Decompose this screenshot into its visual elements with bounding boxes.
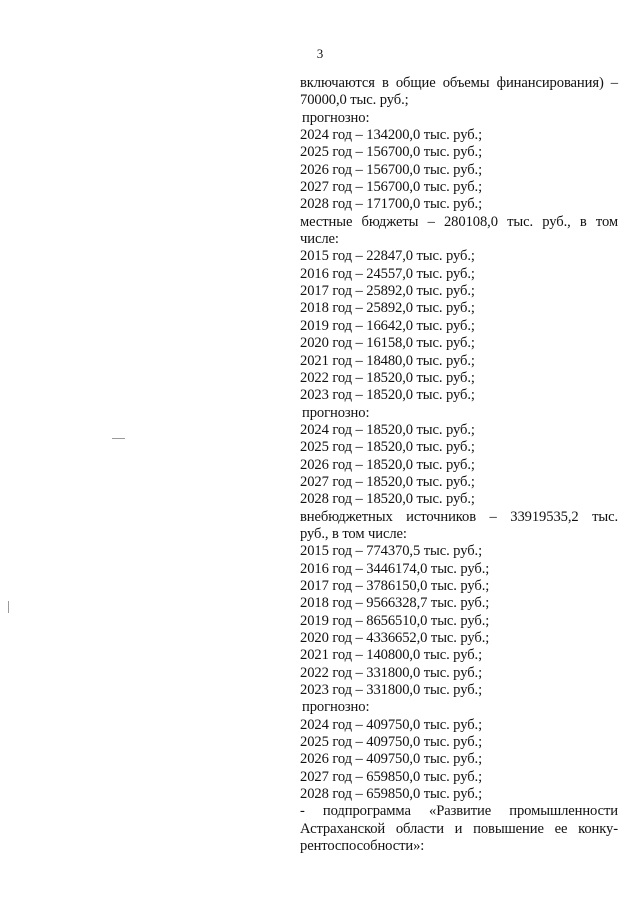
text-line: 2026 год – 156700,0 тыс. руб.;: [300, 161, 483, 178]
text-line: прогнозно:: [302, 109, 370, 126]
text-line: 2016 год – 3446174,0 тыс. руб.;: [300, 560, 490, 577]
text-line: 2015 год – 22847,0 тыс. руб.;: [300, 248, 475, 265]
text-line: 2019 год – 16642,0 тыс. руб.;: [300, 317, 475, 334]
text-line: 2025 год – 156700,0 тыс. руб.;: [300, 144, 483, 161]
text-line: 2022 год – 18520,0 тыс. руб.;: [300, 369, 475, 386]
text-line: 2024 год – 134200,0 тыс. руб.;: [300, 127, 483, 144]
text-line: 70000,0 тыс. руб.;: [300, 92, 409, 109]
text-line: 2021 год – 140800,0 тыс. руб.;: [300, 647, 483, 664]
text-line: числе:: [300, 231, 339, 248]
text-line: 2025 год – 18520,0 тыс. руб.;: [300, 439, 475, 456]
text-line: 2025 год – 409750,0 тыс. руб.;: [300, 734, 483, 751]
text-line: внебюджетных источников – 33919535,2 тыс.: [300, 508, 618, 525]
text-line: местные бюджеты – 280108,0 тыс. руб., в том: [300, 213, 618, 230]
text-line: 2020 год – 4336652,0 тыс. руб.;: [300, 630, 490, 646]
text-line: 2023 год – 18520,0 тыс. руб.;: [300, 387, 475, 404]
scan-mark: [112, 438, 125, 439]
text-line: включаются в общие объемы финансирования) –: [300, 75, 618, 91]
text-line: 2024 год – 18520,0 тыс. руб.;: [300, 421, 475, 438]
page-number: 3: [316, 46, 324, 61]
text-line: 2027 год – 156700,0 тыс. руб.;: [300, 179, 483, 196]
text-line: 2018 год – 9566328,7 тыс. руб.;: [300, 595, 490, 612]
text-line: 2026 год – 409750,0 тыс. руб.;: [300, 751, 483, 768]
text-line: 2022 год – 331800,0 тыс. руб.;: [300, 664, 483, 681]
text-line: руб., в том числе:: [300, 525, 407, 542]
text-line: 2021 год – 18480,0 тыс. руб.;: [300, 352, 475, 369]
text-line: прогнозно:: [302, 404, 370, 421]
scan-mark: [8, 601, 9, 613]
funding-text-block: [300, 75, 618, 855]
text-line: 2020 год – 16158,0 тыс. руб.;: [300, 335, 475, 352]
text-line: 2027 год – 659850,0 тыс. руб.;: [300, 768, 483, 785]
text-line: 2028 год – 659850,0 тыс. руб.;: [300, 786, 483, 803]
text-line: рентоспособности»:: [300, 838, 425, 855]
text-line: 2027 год – 18520,0 тыс. руб.;: [300, 473, 475, 490]
text-line: 2023 год – 331800,0 тыс. руб.;: [300, 682, 483, 699]
text-line: 2024 год – 409750,0 тыс. руб.;: [300, 716, 483, 733]
text-line: 2028 год – 18520,0 тыс. руб.;: [300, 491, 475, 508]
text-line: 2028 год – 171700,0 тыс. руб.;: [300, 196, 483, 213]
text-line: 2015 год – 774370,5 тыс. руб.;: [300, 543, 483, 560]
text-line: 2019 год – 8656510,0 тыс. руб.;: [300, 612, 490, 629]
text-line: прогнозно:: [302, 699, 370, 716]
text-line: 2016 год – 24557,0 тыс. руб.;: [300, 265, 475, 282]
text-line: 2017 год – 25892,0 тыс. руб.;: [300, 283, 475, 300]
text-line: Астраханской области и повышение ее конку-: [300, 820, 618, 837]
text-line: 2017 год – 3786150,0 тыс. руб.;: [300, 577, 490, 594]
text-line: 2026 год – 18520,0 тыс. руб.;: [300, 456, 475, 473]
text-line: 2018 год – 25892,0 тыс. руб.;: [300, 300, 475, 317]
text-line: - подпрограмма «Развитие промышленности: [300, 803, 618, 820]
